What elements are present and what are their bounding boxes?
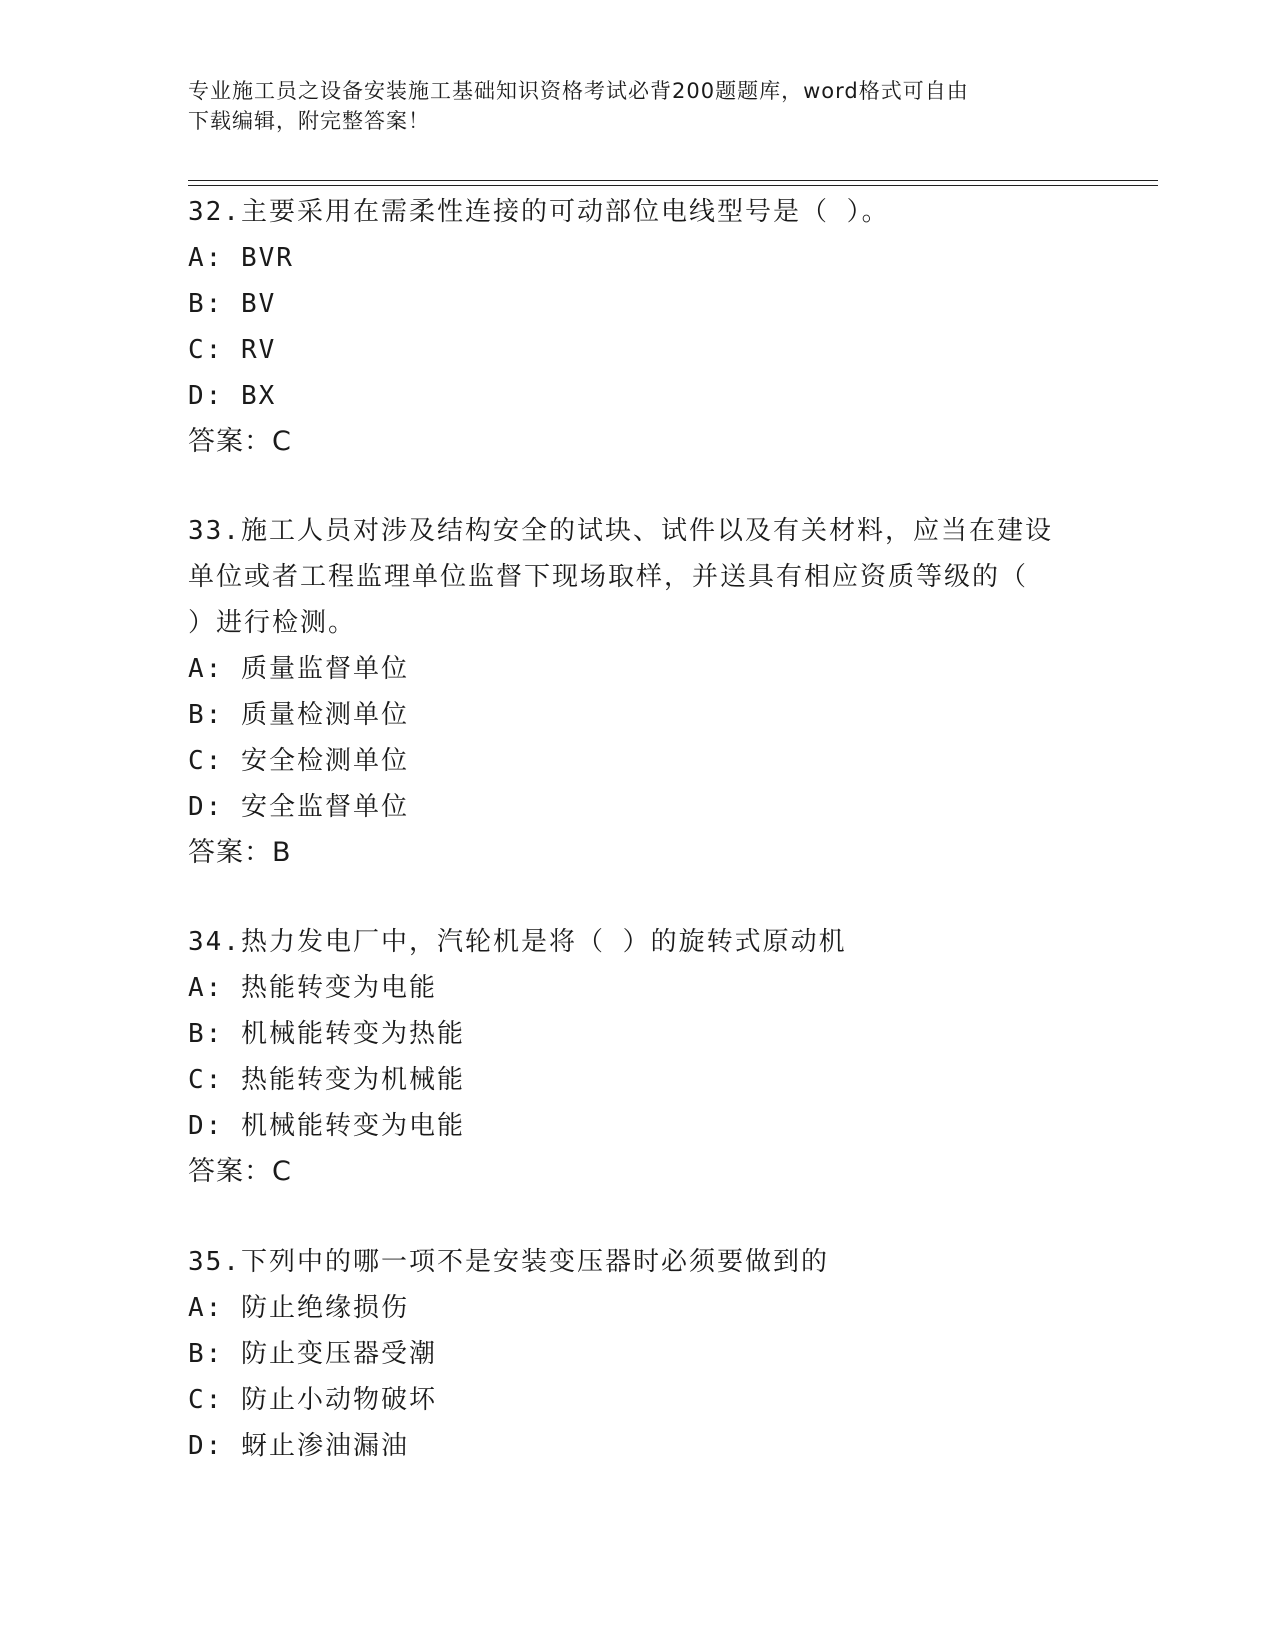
question-stem-line-1: 33.施工人员对涉及结构安全的试块、试件以及有关材料，应当在建设 — [188, 516, 1053, 546]
question-35 — [188, 1239, 1088, 1469]
question-stem: 32.主要采用在需柔性连接的可动部位电线型号是（ ）。 — [188, 197, 890, 227]
question-stem-line-2: 单位或者工程监理单位监督下现场取样，并送具有相应资质等级的（ — [188, 562, 1029, 592]
question-stem: 34.热力发电厂中，汽轮机是将（ ）的旋转式原动机 — [188, 927, 847, 957]
option-d: D: 机械能转变为电能 — [188, 1111, 465, 1141]
question-32 — [188, 189, 1088, 465]
answer: 答案：B — [188, 837, 292, 868]
option-a: A: 热能转变为电能 — [188, 973, 437, 1003]
document-header — [188, 76, 1088, 136]
option-c: C: 热能转变为机械能 — [188, 1065, 465, 1095]
option-c: C: 安全检测单位 — [188, 746, 409, 776]
option-c: C: RV — [188, 335, 277, 365]
header-rule-top — [188, 180, 1158, 181]
question-34 — [188, 919, 1088, 1195]
header-line-1: 专业施工员之设备安装施工基础知识资格考试必背200题题库，word格式可自由 — [188, 79, 969, 103]
answer: 答案：C — [188, 1156, 292, 1187]
option-c: C: 防止小动物破坏 — [188, 1385, 437, 1415]
option-a: A: BVR — [188, 243, 294, 273]
option-b: B: 机械能转变为热能 — [188, 1019, 465, 1049]
option-b: B: BV — [188, 289, 277, 319]
option-a: A: 防止绝缘损伤 — [188, 1293, 409, 1323]
question-stem-line-3: ）进行检测。 — [188, 608, 357, 638]
option-b: B: 防止变压器受潮 — [188, 1339, 437, 1369]
option-a: A: 质量监督单位 — [188, 654, 409, 684]
option-d: D: 蚜止渗油漏油 — [188, 1431, 409, 1461]
question-33 — [188, 508, 1088, 876]
question-stem: 35.下列中的哪一项不是安装变压器时必须要做到的 — [188, 1247, 829, 1277]
answer: 答案：C — [188, 426, 292, 457]
option-b: B: 质量检测单位 — [188, 700, 409, 730]
header-line-2: 下载编辑，附完整答案！ — [188, 109, 430, 133]
header-rule-bottom — [188, 185, 1158, 186]
option-d: D: 安全监督单位 — [188, 792, 409, 822]
option-d: D: BX — [188, 381, 277, 411]
